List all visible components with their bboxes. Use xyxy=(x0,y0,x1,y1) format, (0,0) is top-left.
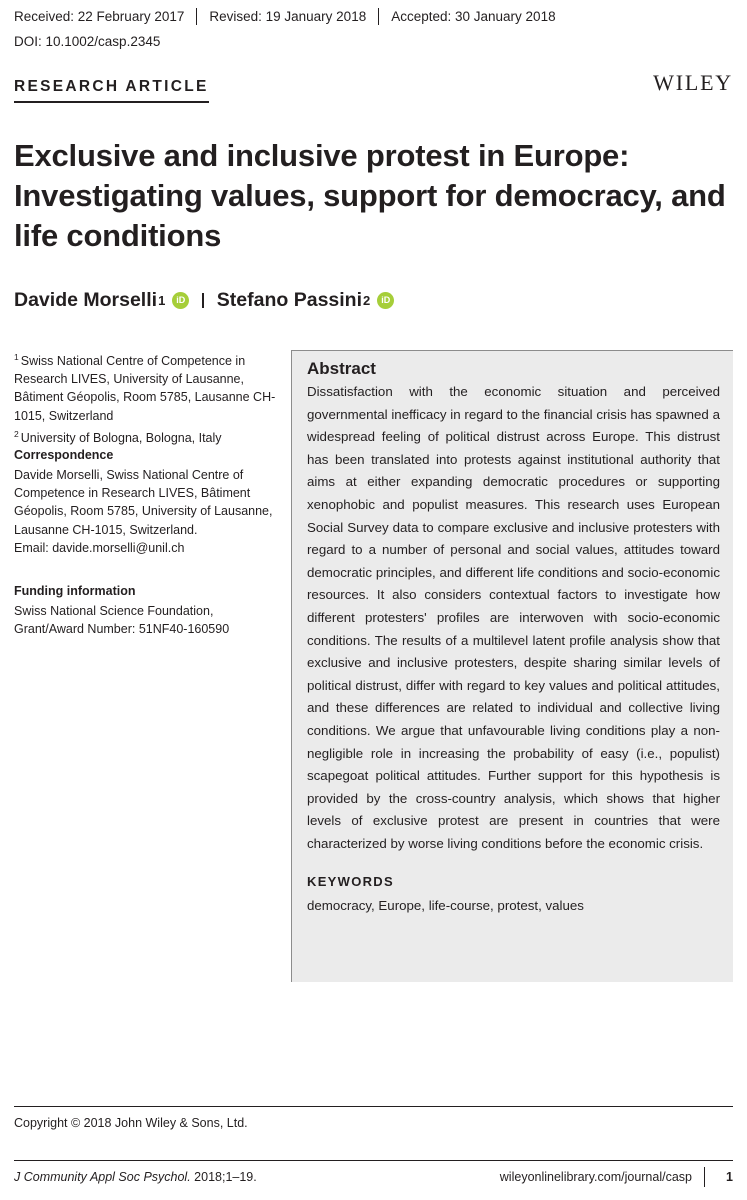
article-type: RESEARCH ARTICLE xyxy=(14,78,209,103)
author-name[interactable]: Stefano Passini xyxy=(216,289,363,311)
affiliation-number: 2 xyxy=(14,429,19,439)
footer-divider xyxy=(14,1106,733,1107)
abstract-heading: Abstract xyxy=(307,359,376,378)
copyright: Copyright © 2018 John Wiley & Sons, Ltd. xyxy=(14,1116,248,1130)
author-affiliation-mark: 1 xyxy=(158,293,166,308)
affiliation-number: 1 xyxy=(14,352,19,362)
journal-website[interactable]: wileyonlinelibrary.com/journal/casp xyxy=(499,1170,692,1184)
funding-text: Swiss National Science Foundation, Grant/Award Number: 51NF40-160590 xyxy=(14,604,230,637)
journal-citation xyxy=(14,1170,257,1184)
keywords-list: democracy, Europe, life-course, protest, values xyxy=(307,898,584,914)
page-number-separator xyxy=(704,1167,705,1187)
correspondence-text: Davide Morselli, Swiss National Centre of Competence in Research LIVES, Bâtiment Géopolis, Room 5785, University of Lausanne, Lausanne CH-1015, Switzerland. xyxy=(14,468,273,537)
orcid-icon[interactable]: iD xyxy=(377,292,394,309)
affiliation-2 xyxy=(14,425,276,447)
page-number: 1 xyxy=(726,1170,733,1184)
orcid-icon[interactable]: iD xyxy=(172,292,189,309)
correspondence-block xyxy=(14,466,276,557)
affiliation-1 xyxy=(14,348,276,425)
revised-date: Revised: 19 January 2018 xyxy=(197,8,379,25)
submission-dates xyxy=(14,8,568,25)
footer-divider xyxy=(14,1160,733,1161)
author-affiliation-mark: 2 xyxy=(363,293,371,308)
keywords-heading: KEYWORDS xyxy=(307,874,394,890)
correspondence-email[interactable]: Email: davide.morselli@unil.ch xyxy=(14,540,185,555)
journal-volume-info: 2018;1–19. xyxy=(190,1170,257,1184)
page-title: Exclusive and inclusive protest in Europe: Investigating values, support for democracy, and life conditions xyxy=(14,138,726,253)
abstract-text: Dissatisfaction with the economic situation and perceived governmental inefficacy in regard to the financial crisis has spawned a widespread feeling of political distrust across Europe. This distrust has been translated into protests against institutional authority that aims at either expanding democratic procedures or supporting xenophobic and populist measures. This research uses European Social Survey data to compare exclusive and inclusive protesters with regard to a number of personal and social values, attitudes toward democratic principles, and different life conditions and socio-economic resources. It also considers contextual factors to investigate how different protesters' profiles are interwoven with socio-economic conditions. The results of a multilevel latent profile analysis show that exclusive and inclusive protesters, despite sharing similar levels of political distrust, differ with regard to key values and political attitudes, and these differences are related to individual and collective living conditions. We argue that unfavourable living conditions play a non-negligible role in increasing the probability of easy (i.e., populist) scapegoat political attitudes. Further support for this hypothesis is provided by the cross-country analysis, which shows that higher levels of exclusive protest are present in countries that were characterized by worse living conditions before the economic crisis. xyxy=(307,384,720,851)
author-name[interactable]: Davide Morselli xyxy=(14,289,158,311)
received-date: Received: 22 February 2017 xyxy=(14,8,197,25)
journal-name: J Community Appl Soc Psychol. xyxy=(14,1170,191,1184)
doi[interactable]: DOI: 10.1002/casp.2345 xyxy=(14,34,161,49)
author-list xyxy=(14,289,394,312)
affiliation-text: University of Bologna, Bologna, Italy xyxy=(20,431,222,445)
funding-heading: Funding information xyxy=(14,584,136,598)
abstract-panel xyxy=(291,350,733,982)
author-separator xyxy=(202,293,204,308)
affiliation-text: Swiss National Centre of Competence in Research LIVES, University of Lausanne, Bâtiment Géopolis, Room 5785, Lausanne CH-1015, Switzerland xyxy=(14,354,276,423)
correspondence-heading: Correspondence xyxy=(14,448,114,462)
publisher-logo: WILEY xyxy=(653,70,733,95)
accepted-date: Accepted: 30 January 2018 xyxy=(391,9,556,24)
